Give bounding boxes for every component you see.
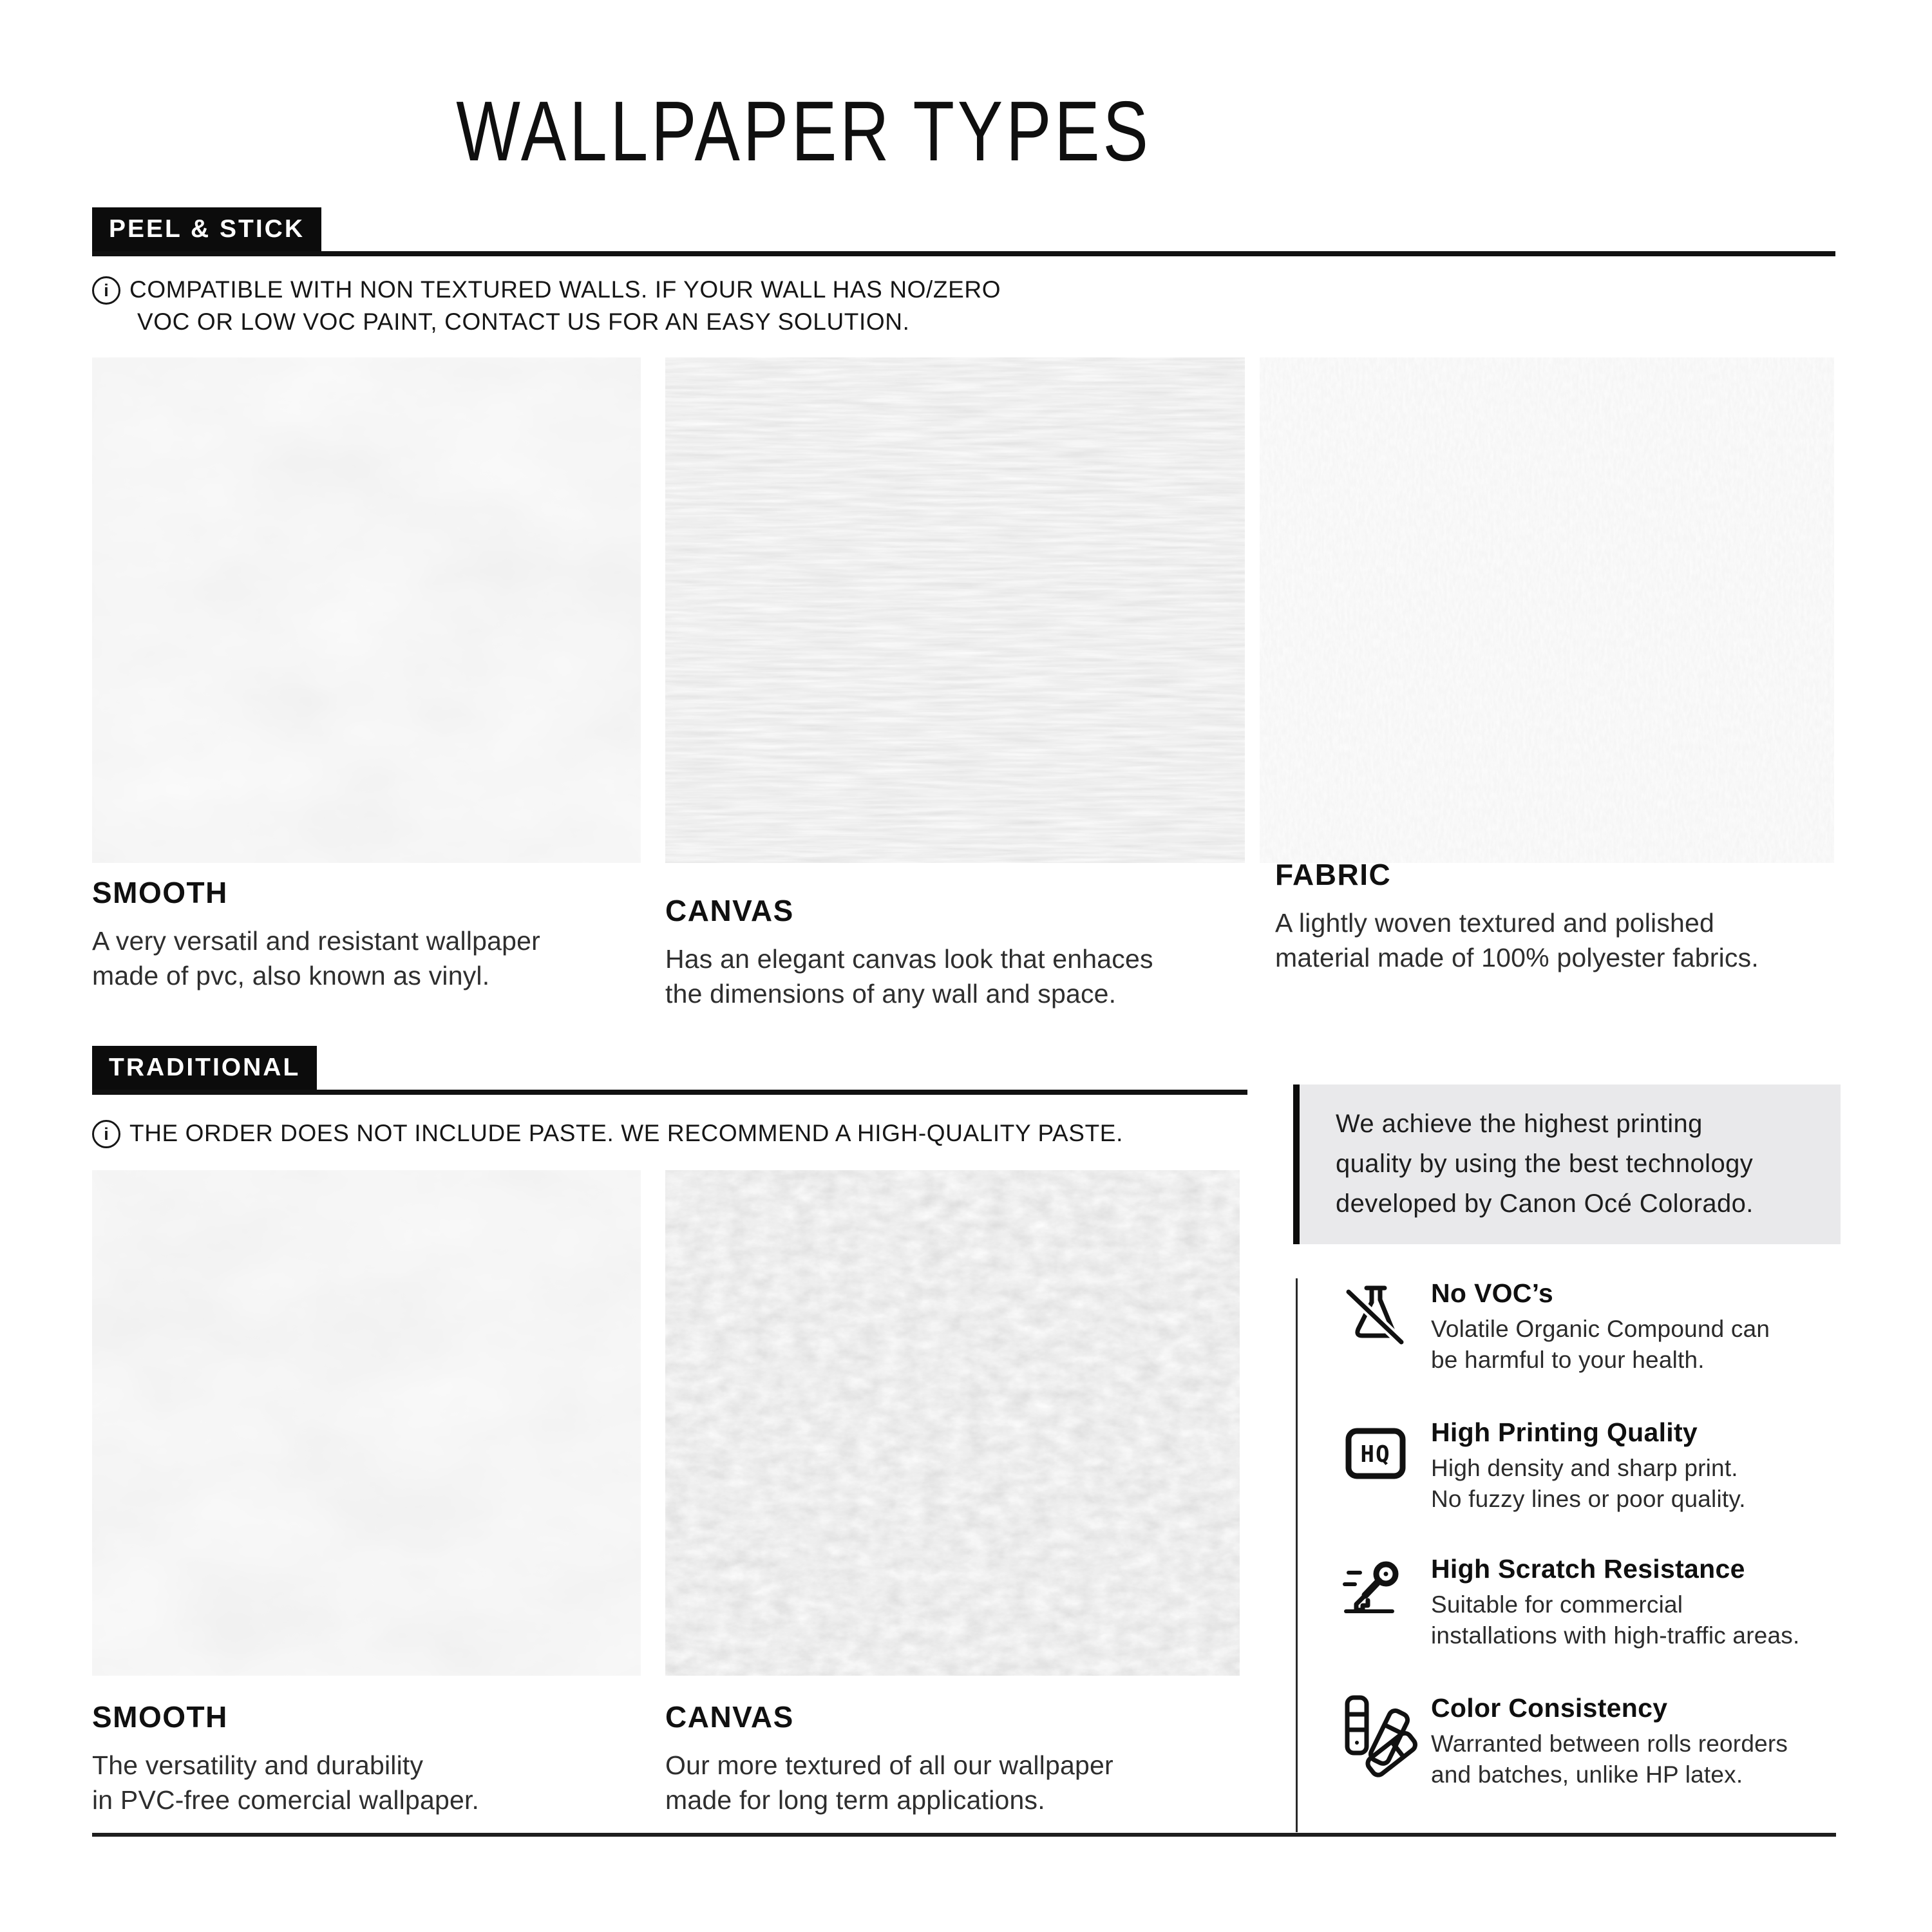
smooth-swatch-image bbox=[92, 357, 641, 863]
desc-line: the dimensions of any wall and space. bbox=[665, 979, 1117, 1009]
desc-line: A very versatil and resistant wallpaper bbox=[92, 926, 541, 956]
feature-title: Color Consistency bbox=[1431, 1693, 1668, 1723]
desc-line: in PVC-free comercial wallpaper. bbox=[92, 1785, 480, 1815]
swatch-name: CANVAS bbox=[665, 1700, 794, 1734]
swatch-name: SMOOTH bbox=[92, 1700, 228, 1734]
swatch-description bbox=[92, 923, 652, 993]
traditional-label: TRADITIONAL bbox=[92, 1046, 317, 1090]
color-fan-icon bbox=[1343, 1694, 1408, 1758]
quality-note-text bbox=[1300, 1084, 1841, 1224]
hq-badge-icon bbox=[1343, 1421, 1408, 1485]
feature-title: No VOC’s bbox=[1431, 1278, 1553, 1308]
note-line: COMPATIBLE WITH NON TEXTURED WALLS. IF YOUR WALL HAS NO/ZERO bbox=[129, 276, 1001, 303]
swatch-description bbox=[665, 1748, 1258, 1817]
traditional-smooth-swatch-image bbox=[92, 1170, 641, 1676]
swatch-description bbox=[92, 1748, 652, 1817]
desc-line: installations with high-traffic areas. bbox=[1431, 1622, 1800, 1649]
no-voc-flask-icon bbox=[1343, 1282, 1408, 1346]
traditional-note-text bbox=[129, 1117, 1123, 1150]
quality-line: We achieve the highest printing bbox=[1336, 1110, 1703, 1138]
desc-line: The versatility and durability bbox=[92, 1750, 424, 1780]
desc-line: Suitable for commercial bbox=[1431, 1591, 1683, 1618]
swatch-name: FABRIC bbox=[1275, 858, 1392, 891]
quality-line: developed by Canon Océ Colorado. bbox=[1336, 1189, 1754, 1218]
feature-no-voc bbox=[1431, 1276, 1882, 1376]
info-icon: i bbox=[92, 276, 120, 305]
traditional-smooth-caption bbox=[92, 1699, 652, 1817]
note-line: VOC OR LOW VOC PAINT, CONTACT US FOR AN EASY SOLUTION. bbox=[137, 308, 910, 335]
desc-line: No fuzzy lines or poor quality. bbox=[1431, 1486, 1746, 1512]
desc-line: made for long term applications. bbox=[665, 1785, 1045, 1815]
traditional-note bbox=[92, 1117, 1290, 1150]
page-title: WALLPAPER TYPES bbox=[456, 84, 1151, 178]
desc-line: High density and sharp print. bbox=[1431, 1455, 1738, 1481]
swatch-name: SMOOTH bbox=[92, 876, 228, 909]
traditional-canvas-caption bbox=[665, 1699, 1258, 1817]
feature-description bbox=[1431, 1314, 1882, 1376]
smooth-caption bbox=[92, 875, 652, 993]
swatch-description bbox=[665, 942, 1258, 1011]
quality-note-box bbox=[1293, 1084, 1841, 1244]
swatch-description bbox=[1275, 905, 1848, 975]
info-icon: i bbox=[92, 1120, 120, 1148]
peel-stick-section-header bbox=[92, 207, 1835, 256]
desc-line: A lightly woven textured and polished bbox=[1275, 908, 1715, 938]
hq-glyph: HQ bbox=[1360, 1441, 1391, 1468]
bottom-rule bbox=[92, 1833, 1836, 1837]
feature-description bbox=[1431, 1589, 1882, 1651]
feature-high-scratch-resistance bbox=[1431, 1552, 1882, 1651]
feature-color-consistency bbox=[1431, 1691, 1882, 1790]
peel-stick-label: PEEL & STICK bbox=[92, 207, 321, 251]
desc-line: be harmful to your health. bbox=[1431, 1347, 1705, 1373]
features-divider bbox=[1296, 1278, 1298, 1832]
quality-line: quality by using the best technology bbox=[1336, 1150, 1754, 1178]
feature-title: High Printing Quality bbox=[1431, 1417, 1698, 1447]
desc-line: Volatile Organic Compound can bbox=[1431, 1316, 1770, 1342]
fabric-caption bbox=[1275, 857, 1848, 975]
feature-description bbox=[1431, 1453, 1882, 1515]
peel-stick-note bbox=[92, 274, 1187, 338]
feature-high-printing-quality bbox=[1431, 1416, 1882, 1515]
fabric-swatch-image bbox=[1260, 357, 1834, 863]
desc-line: Has an elegant canvas look that enhaces bbox=[665, 944, 1153, 974]
desc-line: Our more textured of all our wallpaper bbox=[665, 1750, 1113, 1780]
desc-line: Warranted between rolls reorders bbox=[1431, 1730, 1788, 1757]
swatch-name: CANVAS bbox=[665, 894, 794, 927]
traditional-canvas-swatch-image bbox=[665, 1170, 1240, 1676]
feature-description bbox=[1431, 1728, 1882, 1790]
feature-title: High Scratch Resistance bbox=[1431, 1554, 1745, 1584]
key-scratch-icon bbox=[1343, 1555, 1408, 1619]
traditional-section-header bbox=[92, 1046, 1247, 1095]
desc-line: made of pvc, also known as vinyl. bbox=[92, 961, 490, 990]
peel-stick-note-text bbox=[129, 274, 1001, 338]
note-line: THE ORDER DOES NOT INCLUDE PASTE. WE RECOMMEND A HIGH-QUALITY PASTE. bbox=[129, 1120, 1123, 1146]
desc-line: material made of 100% polyester fabrics. bbox=[1275, 943, 1759, 972]
canvas-swatch-image bbox=[665, 357, 1245, 863]
desc-line: and batches, unlike HP latex. bbox=[1431, 1761, 1743, 1788]
canvas-caption bbox=[665, 893, 1258, 1011]
